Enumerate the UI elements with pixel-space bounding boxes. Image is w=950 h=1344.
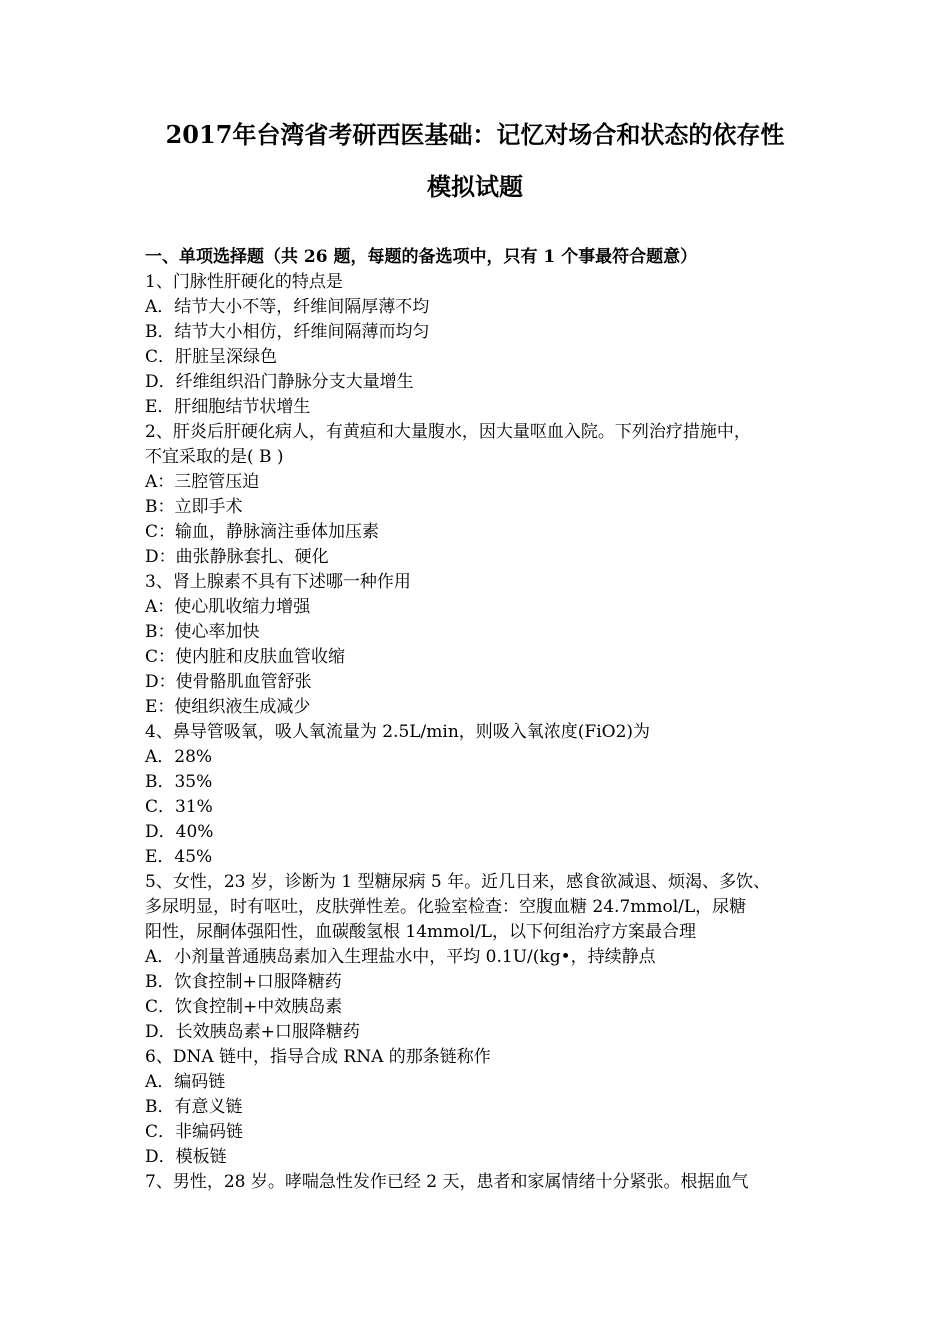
option-text: B：立即手术: [145, 497, 243, 517]
option-text: C．非编码链: [145, 1122, 244, 1142]
option-text: C．饮食控制+中效胰岛素: [145, 997, 343, 1017]
question-text: 多尿明显，时有呕吐，皮肤弹性差。化验室检查：空腹血糖 24.7mmol/L，尿糖: [145, 897, 747, 917]
option-text: B．结节大小相仿，纤维间隔薄而均匀: [145, 322, 430, 342]
question-text: 4、鼻导管吸氧，吸人氧流量为 2.5L/min，则吸入氧浓度(FiO2)为: [145, 722, 651, 742]
document-body: [145, 245, 820, 1195]
document-subtitle: 模拟试题: [427, 172, 523, 201]
option-text: B．有意义链: [145, 1097, 243, 1117]
option-text: C：输血，静脉滴注垂体加压素: [145, 522, 380, 542]
document-title: 2017年台湾省考研西医基础：记忆对场合和状态的依存性: [165, 120, 785, 149]
section-heading: 一、单项选择题（共 26 题，每题的备选项中，只有 1 个事最符合题意）: [145, 247, 698, 267]
option-text: C．肝脏呈深绿色: [145, 347, 278, 367]
option-text: C：使内脏和皮肤血管收缩: [145, 647, 346, 667]
option-text: B．35%: [145, 772, 213, 792]
option-text: E．肝细胞结节状增生: [145, 397, 311, 417]
option-text: E：使组织液生成减少: [145, 697, 311, 717]
option-text: B．饮食控制+口服降糖药: [145, 972, 342, 992]
question-text: 1、门脉性肝硬化的特点是: [145, 272, 343, 292]
option-text: A．28%: [145, 747, 213, 767]
question-text: 不宜采取的是( B ): [145, 447, 284, 467]
option-text: C．31%: [145, 797, 213, 817]
option-text: B：使心率加快: [145, 622, 260, 642]
question-text: 6、DNA 链中，指导合成 RNA 的那条链称作: [145, 1047, 491, 1067]
question-text: 3、肾上腺素不具有下述哪一种作用: [145, 572, 411, 592]
option-text: A．小剂量普通胰岛素加入生理盐水中，平均 0.1U/(kg•，持续静点: [145, 947, 656, 967]
question-text: 2、肝炎后肝硬化病人，有黄疸和大量腹水，因大量呕血入院。下列治疗措施中，: [145, 422, 751, 442]
question-text: 阳性，尿酮体强阳性，血碳酸氢根 14mmol/L，以下何组治疗方案最合理: [145, 922, 696, 942]
option-text: A：三腔管压迫: [145, 472, 260, 492]
option-text: A：使心肌收缩力增强: [145, 597, 311, 617]
option-text: A．结节大小不等，纤维间隔厚薄不均: [145, 297, 430, 317]
option-text: D．40%: [145, 822, 214, 842]
question-text: 5、女性，23 岁，诊断为 1 型糖尿病 5 年。近几日来，感食欲减退、烦渴、多饮、: [145, 872, 771, 892]
question-text: 7、男性，28 岁。哮喘急性发作已经 2 天，患者和家属情绪十分紧张。根据血气: [145, 1172, 749, 1192]
option-text: A．编码链: [145, 1072, 226, 1092]
option-text: D．纤维组织沿门静脉分支大量增生: [145, 372, 414, 392]
option-text: D．模板链: [145, 1147, 227, 1167]
option-text: D：曲张静脉套扎、硬化: [145, 547, 329, 567]
option-text: D：使骨骼肌血管舒张: [145, 672, 312, 692]
option-text: E．45%: [145, 847, 213, 867]
option-text: D．长效胰岛素+口服降糖药: [145, 1022, 360, 1042]
